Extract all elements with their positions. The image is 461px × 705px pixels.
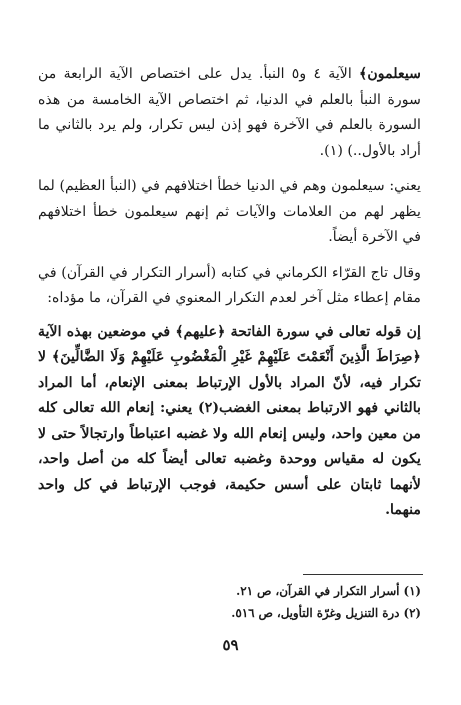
footnotes xyxy=(40,580,421,624)
paragraph-2: يعني: سيعلمون وهم في الدنيا خطأ اختلافهم في (النبأ العظيم) لما يظهر لهم من العلامات والآيات ثم إنهم سيعلمون خطأ اختلافهم في الآخرة أيضاً. xyxy=(38,178,421,245)
paragraph-4: إن قوله تعالى في سورة الفاتحة ﴿عليهم﴾ في موضعين بهذه الآية ﴿صِرَاطَ الَّذِينَ أَنْعَمْتَ عَلَيْهِمْ غَيْرِ الْمَغْضُوبِ عَلَيْهِمْ وَلَا الضَّالِّينَ﴾ لا تكرار فيه، لأنّ المراد بالأول الإرتباط بمعنى الإنعام، أما المراد بالثاني فهو الارتباط بمعنى الغضب(٢) يعني: إنعام الله تعالى كله من معين واحد، وليس إنعام الله ولا غضبه اعتباطاً وارتجالاً حتى لا يكون له مقياس ووحدة وغضبه تعالى أيضاً كله من أصل واحد، لأنهما ثابتان على أسس حكيمة، فوجب الإرتباط في كل واحد منهما. xyxy=(38,323,421,518)
footnote-divider xyxy=(303,574,423,575)
paragraph-1-text: الآية ٤ و٥ النبأ. يدل على اختصاص الآية الرابعة من سورة النبأ بالعلم في الدنيا، ثم اختصاص الآية الخامسة من هذه السورة بالعلم في الآخرة فهو إذن ليس تكرار، ولم يرد بالثاني ما أراد بالأول..) (١). xyxy=(38,66,421,159)
footnote-1: (١) أسرار التكرار في القرآن، ص ٢١. xyxy=(236,584,421,598)
page-number: ٥٩ xyxy=(222,636,239,654)
paragraph-1 xyxy=(38,62,421,164)
paragraph-3: وقال تاج القرّاء الكرماني في كتابه (أسرار التكرار في القرآن) في مقام إعطاء مثل آخر لعدم التكرار المعنوي في القرآن، ما مؤداه: xyxy=(38,264,421,306)
footnote-2: (٢) درة التنزيل وغرّة التأويل، ص ٥١٦. xyxy=(231,606,421,620)
quoted-word-bold: سيعلمون﴾ xyxy=(359,66,421,82)
